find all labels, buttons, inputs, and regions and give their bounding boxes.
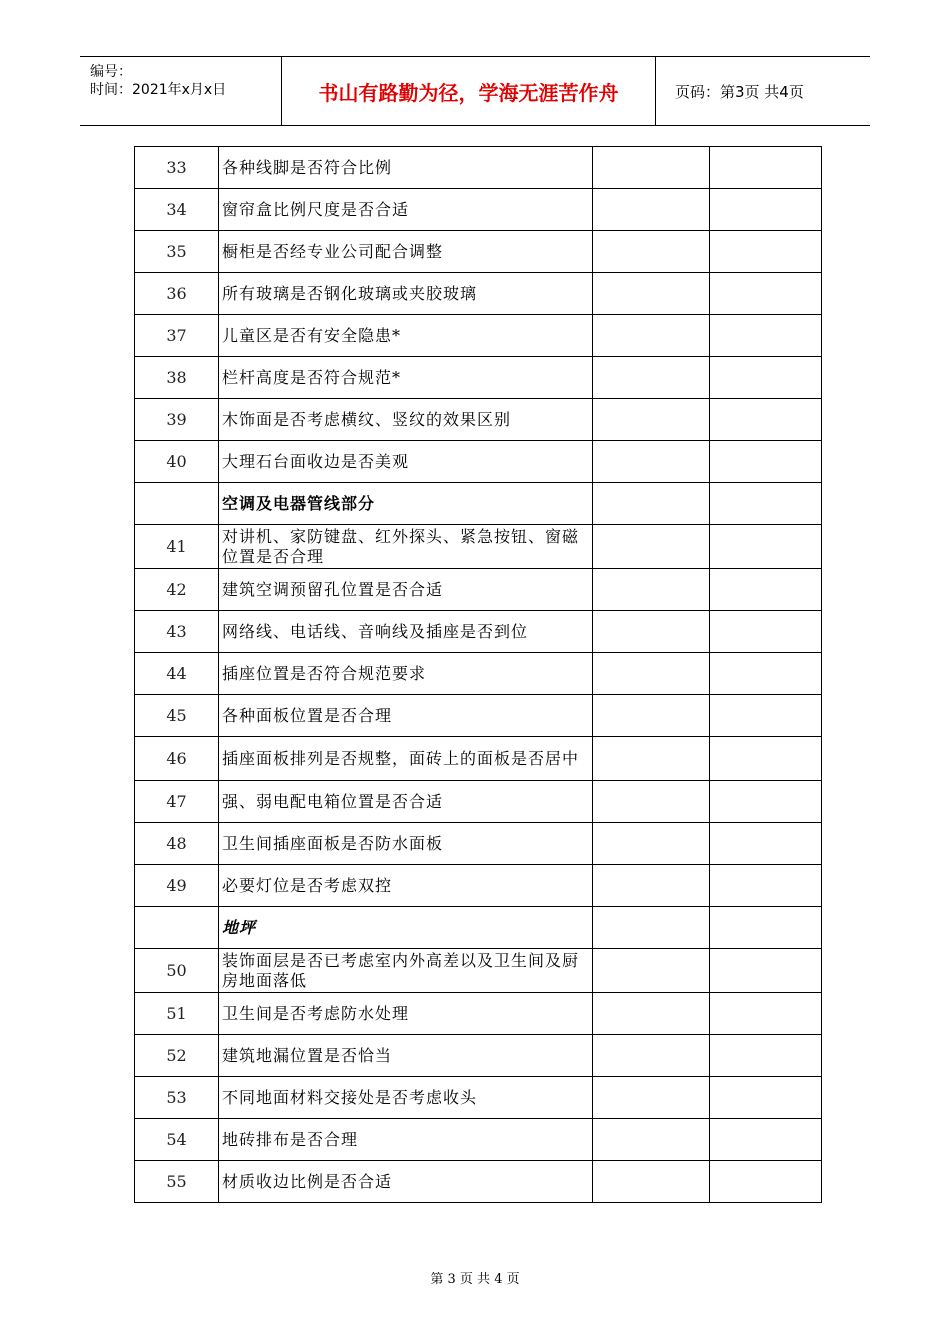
table-row [135,525,822,569]
item-number: 36 [135,273,219,315]
check-cell [593,525,710,569]
section-row [135,907,822,949]
remark-cell [710,483,822,525]
check-cell [593,231,710,273]
remark-cell [710,695,822,737]
item-number: 54 [135,1119,219,1161]
remark-cell [710,1077,822,1119]
item-number: 53 [135,1077,219,1119]
item-number: 33 [135,147,219,189]
item-description: 卫生间是否考虑防水处理 [219,993,593,1035]
table-row [135,1035,822,1077]
remark-cell [710,1161,822,1203]
table-row [135,949,822,993]
item-number: 51 [135,993,219,1035]
item-description: 各种线脚是否符合比例 [219,147,593,189]
check-cell [593,907,710,949]
table-row [135,823,822,865]
item-description: 大理石台面收边是否美观 [219,441,593,483]
table-row [135,1161,822,1203]
table-row [135,737,822,781]
item-number: 34 [135,189,219,231]
item-number-cell [135,907,219,949]
table-row [135,993,822,1035]
item-number: 44 [135,653,219,695]
table-row [135,357,822,399]
remark-cell [710,569,822,611]
table-row [135,695,822,737]
check-cell [593,1077,710,1119]
item-number: 47 [135,781,219,823]
item-number: 46 [135,737,219,781]
item-number: 39 [135,399,219,441]
item-number: 43 [135,611,219,653]
check-cell [593,949,710,993]
check-cell [593,483,710,525]
check-cell [593,315,710,357]
remark-cell [710,525,822,569]
table-row [135,231,822,273]
page-header [80,56,870,126]
item-number: 41 [135,525,219,569]
table-row [135,1077,822,1119]
check-cell [593,823,710,865]
item-description: 建筑空调预留孔位置是否合适 [219,569,593,611]
item-description: 木饰面是否考虑横纹、竖纹的效果区别 [219,399,593,441]
table-row [135,273,822,315]
item-description: 不同地面材料交接处是否考虑收头 [219,1077,593,1119]
table-row [135,865,822,907]
item-description: 地砖排布是否合理 [219,1119,593,1161]
check-cell [593,737,710,781]
item-number: 37 [135,315,219,357]
check-cell [593,865,710,907]
remark-cell [710,357,822,399]
check-cell [593,569,710,611]
item-number-cell [135,483,219,525]
remark-cell [710,273,822,315]
item-number: 50 [135,949,219,993]
check-cell [593,189,710,231]
item-description: 插座位置是否符合规范要求 [219,653,593,695]
table-row [135,399,822,441]
remark-cell [710,993,822,1035]
page-footer: 第 3 页 共 4 页 [430,1272,520,1287]
item-description: 对讲机、家防键盘、红外探头、紧急按钮、窗磁位置是否合理 [219,525,593,569]
header-page-info [665,57,870,125]
remark-cell [710,189,822,231]
check-cell [593,1161,710,1203]
section-title: 空调及电器管线部分 [219,483,593,525]
item-description: 插座面板排列是否规整，面砖上的面板是否居中 [219,737,593,781]
check-cell [593,1119,710,1161]
item-description: 卫生间插座面板是否防水面板 [219,823,593,865]
item-description: 窗帘盒比例尺度是否合适 [219,189,593,231]
remark-cell [710,823,822,865]
remark-cell [710,865,822,907]
check-cell [593,441,710,483]
item-number: 42 [135,569,219,611]
table-row [135,441,822,483]
item-description: 网络线、电话线、音响线及插座是否到位 [219,611,593,653]
check-cell [593,399,710,441]
item-number: 45 [135,695,219,737]
item-description: 所有玻璃是否钢化玻璃或夹胶玻璃 [219,273,593,315]
remark-cell [710,611,822,653]
check-cell [593,993,710,1035]
item-number: 48 [135,823,219,865]
check-cell [593,147,710,189]
date-text: 时间：2021年x月x日 [90,82,227,98]
section-title: 地坪 [219,907,593,949]
check-cell [593,611,710,653]
item-description: 儿童区是否有安全隐患* [219,315,593,357]
item-description: 装饰面层是否已考虑室内外高差以及卫生间及厨房地面落低 [219,949,593,993]
remark-cell [710,949,822,993]
check-cell [593,653,710,695]
remark-cell [710,399,822,441]
remark-cell [710,315,822,357]
checklist-table [134,146,822,1203]
table-row [135,781,822,823]
table-row [135,189,822,231]
item-number: 55 [135,1161,219,1203]
item-description: 各种面板位置是否合理 [219,695,593,737]
remark-cell [710,231,822,273]
item-description: 建筑地漏位置是否恰当 [219,1035,593,1077]
remark-cell [710,737,822,781]
section-row [135,483,822,525]
item-number: 40 [135,441,219,483]
page-info-text: 页码：第3页 共4页 [675,82,804,101]
check-cell [593,695,710,737]
remark-cell [710,653,822,695]
table-row [135,147,822,189]
header-meta [80,57,280,125]
remark-cell [710,441,822,483]
header-motto: 书山有路勤为径，学海无涯苦作舟 [281,57,656,125]
check-cell [593,781,710,823]
remark-cell [710,1119,822,1161]
check-cell [593,273,710,315]
item-number: 52 [135,1035,219,1077]
table-row [135,653,822,695]
table-row [135,315,822,357]
check-cell [593,1035,710,1077]
table-row [135,611,822,653]
remark-cell [710,781,822,823]
table-row [135,569,822,611]
remark-cell [710,1035,822,1077]
check-cell [593,357,710,399]
item-description: 强、弱电配电箱位置是否合适 [219,781,593,823]
item-number: 49 [135,865,219,907]
item-description: 材质收边比例是否合适 [219,1161,593,1203]
item-description: 橱柜是否经专业公司配合调整 [219,231,593,273]
item-description: 栏杆高度是否符合规范* [219,357,593,399]
item-description: 必要灯位是否考虑双控 [219,865,593,907]
table-row [135,1119,822,1161]
serial-label: 编号： [90,64,132,80]
item-number: 35 [135,231,219,273]
item-number: 38 [135,357,219,399]
remark-cell [710,147,822,189]
remark-cell [710,907,822,949]
